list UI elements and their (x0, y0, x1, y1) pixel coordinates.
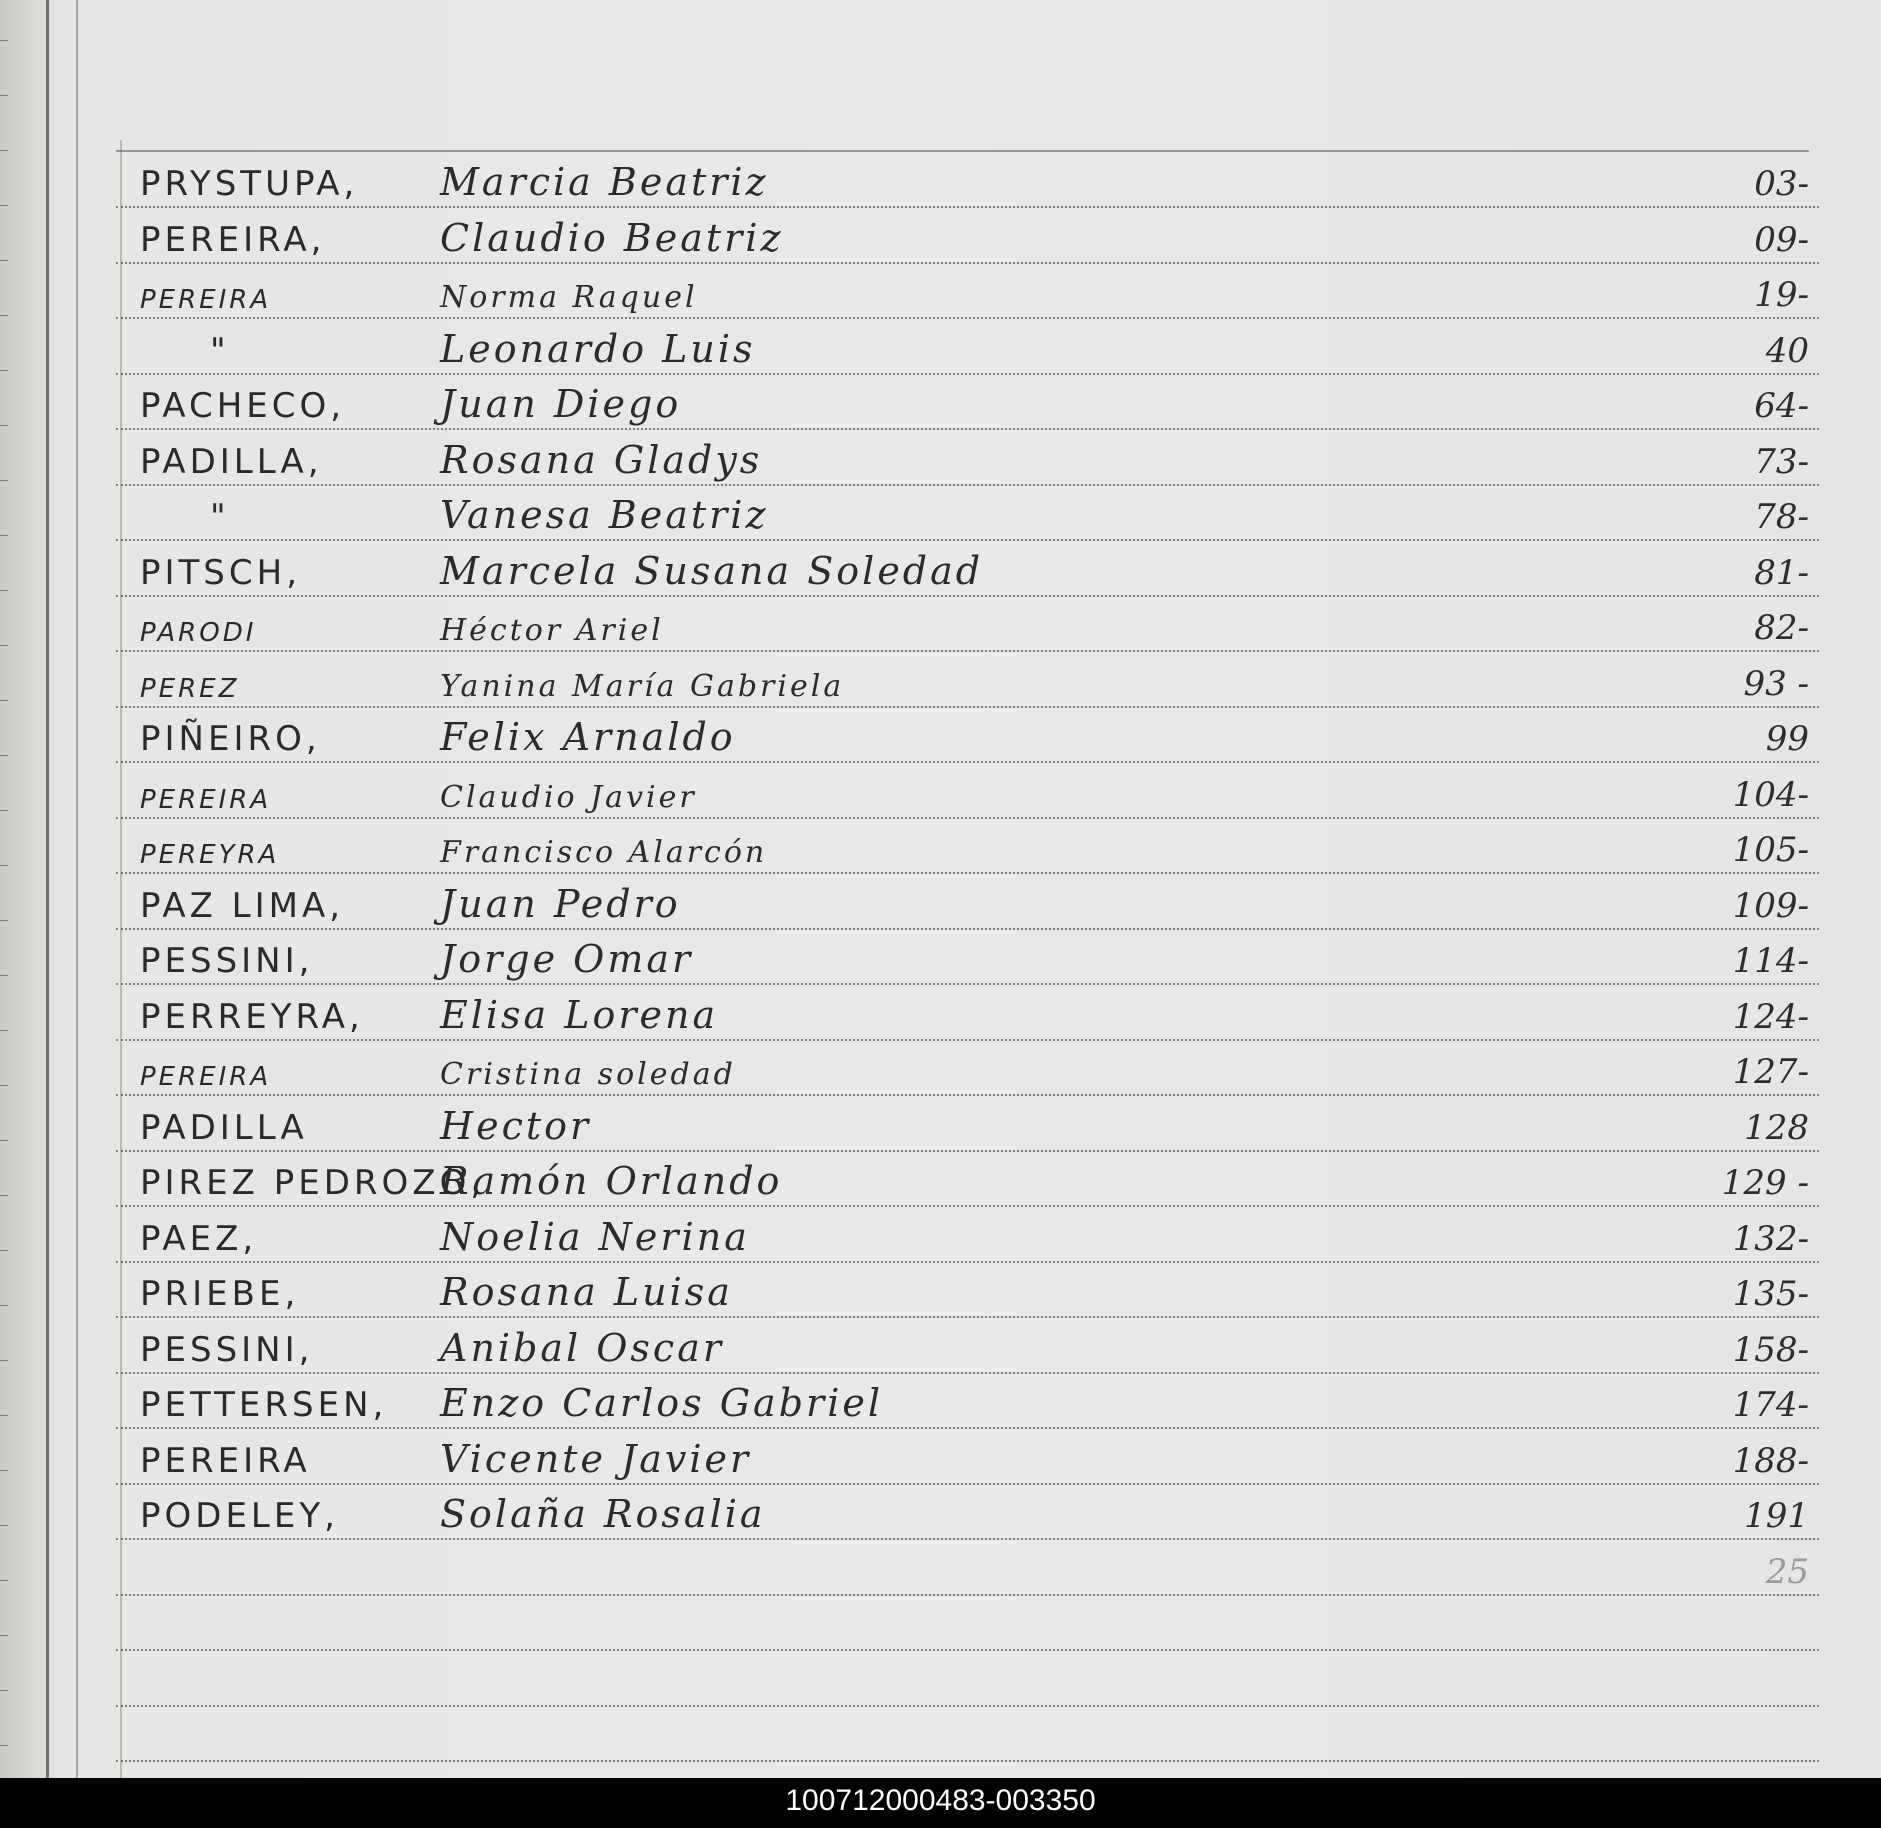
surname: PARODI (140, 618, 257, 648)
folio-number: 124- (1732, 996, 1809, 1037)
ledger-row (0, 820, 1881, 874)
surname: PEREIRA (140, 1062, 272, 1092)
surname: PEREIRA (140, 285, 272, 315)
ruled-line (116, 539, 1819, 541)
folio-number: 93 - (1743, 663, 1809, 704)
surname: PITSCH, (140, 552, 301, 593)
given-names: Solaña Rosalia (440, 1492, 766, 1536)
ruled-line (116, 1039, 1819, 1041)
surname: PEREYRA (140, 840, 280, 870)
ledger-row (0, 1431, 1881, 1485)
surname: PESSINI, (140, 1329, 314, 1370)
folio-number: 174- (1732, 1385, 1809, 1425)
folio-number: 191 (1744, 1496, 1809, 1536)
ledger-row (0, 543, 1881, 597)
ledger-row (0, 987, 1881, 1041)
folio-number: 99 (1765, 719, 1809, 759)
given-names: Marcela Susana Soledad (440, 548, 984, 593)
ledger-row (0, 1042, 1881, 1096)
folio-number: 132- (1732, 1218, 1809, 1259)
surname: PIÑEIRO, (140, 719, 321, 759)
folio-number: 82- (1754, 608, 1809, 648)
given-names: Vicente Javier (440, 1436, 752, 1481)
ruled-line (116, 761, 1819, 763)
ruled-line (116, 706, 1819, 708)
ledger-row (0, 1098, 1881, 1152)
ruled-line (116, 1150, 1819, 1152)
ruled-line (116, 1094, 1819, 1096)
ledger-row (0, 654, 1881, 708)
ruled-line (116, 1372, 1819, 1374)
ruled-line (116, 428, 1819, 430)
folio-number: 40 (1765, 330, 1809, 371)
ledger-row (0, 210, 1881, 264)
folio-number: 158- (1732, 1329, 1809, 1370)
ruled-line (116, 1705, 1819, 1707)
ledger-row (0, 876, 1881, 930)
ruled-line (116, 1538, 1819, 1540)
surname: PAZ LIMA, (140, 885, 345, 926)
given-names: Claudio Beatriz (440, 215, 784, 260)
given-names: Cristina soledad (440, 1057, 736, 1092)
given-names: Yanina María Gabriela (440, 668, 845, 704)
surname: PEREIRA (140, 1440, 311, 1481)
folio-number: 127- (1732, 1052, 1809, 1092)
ledger-row (0, 265, 1881, 319)
ledger-row (0, 931, 1881, 985)
ruled-line (116, 1427, 1819, 1429)
surname: PADILLA, (140, 441, 323, 482)
surname: PADILLA (140, 1107, 308, 1148)
folio-number: 78- (1754, 497, 1809, 537)
folio-number: 25 (1765, 1551, 1809, 1592)
given-names: Enzo Carlos Gabriel (440, 1381, 883, 1425)
footer-bar (0, 1778, 1881, 1828)
folio-number: 64- (1754, 386, 1809, 426)
ledger-row (0, 1653, 1881, 1707)
ruled-line (116, 1649, 1819, 1651)
folio-number: 81- (1754, 552, 1809, 593)
ledger-row (0, 1486, 1881, 1540)
surname: PEREIRA (140, 784, 272, 815)
folio-number: 128 (1744, 1107, 1809, 1148)
ruled-line (116, 484, 1819, 486)
ledger-row (0, 1542, 1881, 1596)
given-names: Leonardo Luis (440, 326, 756, 371)
surname: PESSINI, (140, 941, 314, 981)
given-names: Rosana Luisa (440, 1270, 733, 1314)
ruled-line (116, 1205, 1819, 1207)
given-names: Héctor Ariel (440, 613, 664, 648)
folio-number: 188- (1732, 1440, 1809, 1481)
folio-number: 19- (1754, 275, 1809, 315)
ledger-row (0, 154, 1881, 208)
given-names: Felix Arnaldo (440, 715, 736, 759)
folio-number: 105- (1732, 830, 1809, 870)
ruled-line (116, 317, 1819, 319)
ruled-line (116, 1316, 1819, 1318)
given-names: Juan Diego (440, 382, 682, 426)
ledger-row (0, 1320, 1881, 1374)
given-names: Noelia Nerina (440, 1214, 750, 1259)
ruled-line (116, 1261, 1819, 1263)
surname: PRIEBE, (140, 1274, 300, 1314)
ledger-row (0, 487, 1881, 541)
surname: PETTERSEN, (140, 1385, 388, 1425)
given-names: Marcia Beatriz (440, 160, 769, 204)
ledger-row (0, 598, 1881, 652)
ruled-line (116, 373, 1819, 375)
given-names: Elisa Lorena (440, 992, 719, 1037)
folio-number: 129 - (1721, 1163, 1809, 1203)
ledger-row (0, 765, 1881, 819)
ledger-row (0, 432, 1881, 486)
ruled-line (116, 983, 1819, 985)
given-names: Francisco Alarcón (440, 835, 768, 870)
ruled-line (116, 1760, 1819, 1762)
folio-number: 104- (1732, 774, 1809, 815)
ruled-line (116, 1594, 1819, 1596)
surname: PIREZ PEDROZO, (140, 1163, 486, 1203)
given-names: Rosana Gladys (440, 437, 763, 482)
folio-number: 114- (1732, 941, 1809, 981)
ruled-line (116, 872, 1819, 874)
ledger-row (0, 1209, 1881, 1263)
surname: PAEZ, (140, 1218, 258, 1259)
surname: " (210, 330, 230, 371)
given-names: Ramón Orlando (440, 1159, 783, 1203)
folio-number: 109- (1732, 885, 1809, 926)
ledger-row (0, 1153, 1881, 1207)
given-names: Norma Raquel (440, 280, 698, 315)
ruled-line (116, 1483, 1819, 1485)
given-names: Juan Pedro (440, 881, 681, 926)
ruled-line (116, 595, 1819, 597)
given-names: Claudio Javier (440, 779, 697, 815)
given-names: Jorge Omar (440, 937, 694, 981)
image-id-label: 100712000483-003350 (785, 1784, 1096, 1817)
surname: PERREYRA, (140, 996, 364, 1037)
surname: PODELEY, (140, 1496, 339, 1536)
given-names: Anibal Oscar (440, 1325, 725, 1370)
given-names: Hector (440, 1103, 592, 1148)
ruled-line (116, 928, 1819, 930)
ledger-row (0, 321, 1881, 375)
surname: PEREIRA, (140, 219, 326, 260)
ledger-row (0, 376, 1881, 430)
folio-number: 09- (1754, 219, 1809, 260)
folio-number: 03- (1754, 164, 1809, 204)
ledger-row (0, 1264, 1881, 1318)
folio-number: 135- (1732, 1274, 1809, 1314)
given-names: Vanesa Beatriz (440, 493, 769, 537)
surname: PEREZ (140, 673, 240, 704)
ruled-line (116, 206, 1819, 208)
ruled-line (116, 262, 1819, 264)
ruled-line (116, 650, 1819, 652)
surname: PRYSTUPA, (140, 164, 359, 204)
ledger-row (0, 709, 1881, 763)
ruled-line (116, 817, 1819, 819)
ledger-row (0, 1597, 1881, 1651)
folio-number: 73- (1754, 441, 1809, 482)
ledger-row (0, 1708, 1881, 1762)
surname: " (210, 497, 230, 537)
surname: PACHECO, (140, 386, 346, 426)
ledger-row (0, 1375, 1881, 1429)
